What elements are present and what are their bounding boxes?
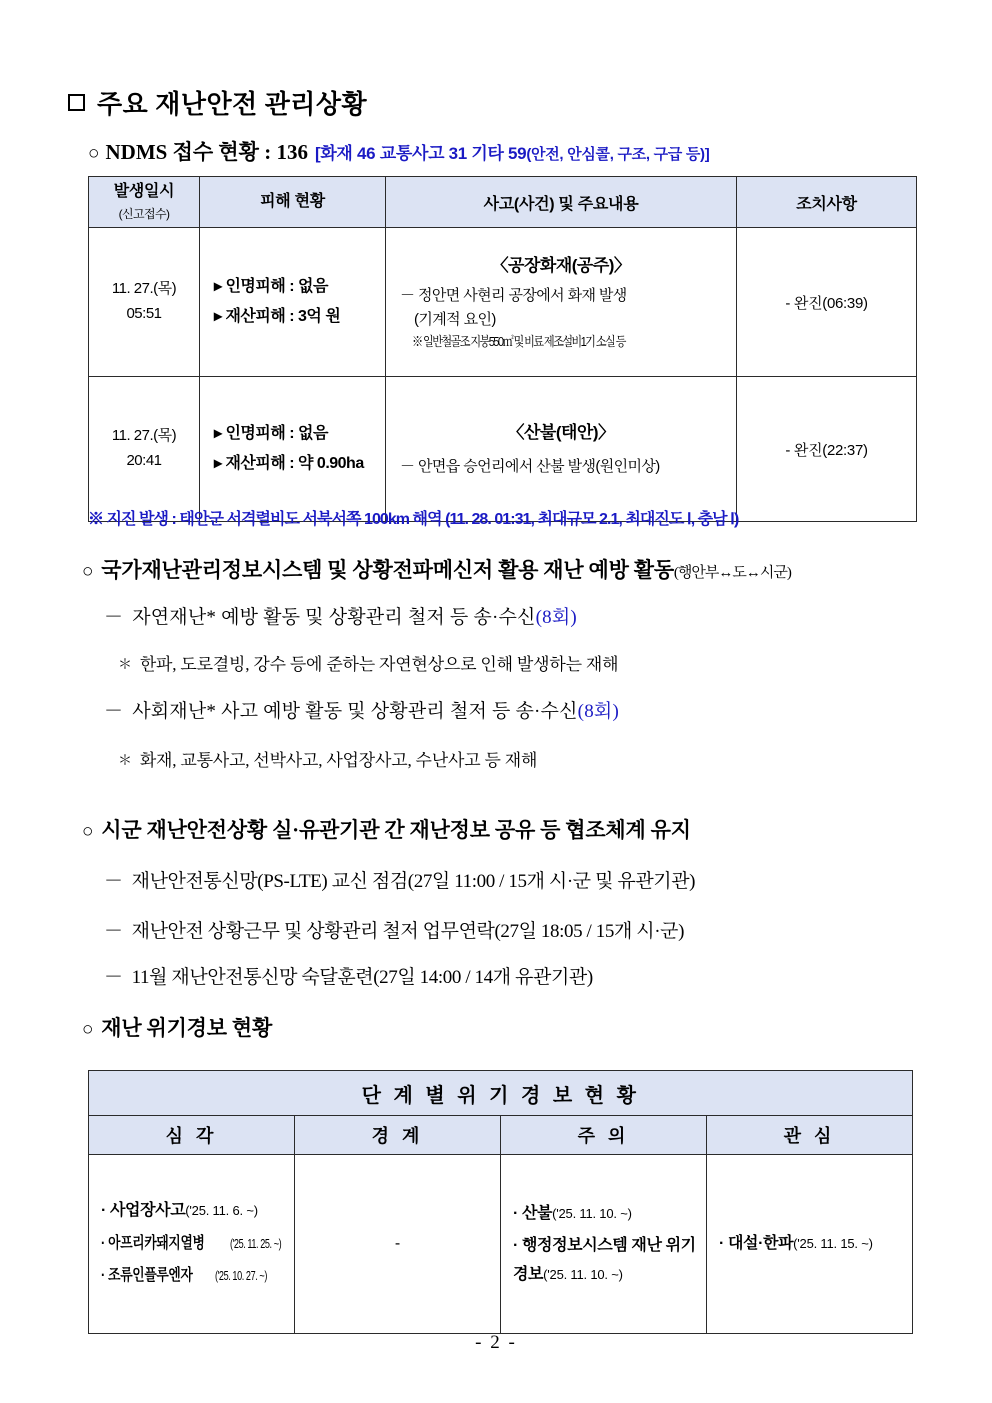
square-bullet-icon bbox=[68, 94, 85, 111]
incident-table bbox=[88, 176, 917, 522]
col-header-action: 조치사항 bbox=[737, 177, 917, 228]
list-item bbox=[101, 1195, 286, 1228]
cell-datetime bbox=[89, 377, 200, 522]
table-caption-row bbox=[89, 1071, 913, 1116]
col-header-warning: 경 계 bbox=[295, 1116, 501, 1155]
item-natural-disaster bbox=[104, 602, 577, 629]
section-heading-cooperation bbox=[82, 814, 691, 844]
incident-date: 11. 27.(목) bbox=[111, 427, 177, 445]
alert-name: · 아프리카돼지열병 bbox=[101, 1234, 205, 1252]
cell-description bbox=[386, 377, 737, 522]
alert-date: ('25. 10. 27. ~) bbox=[215, 1268, 268, 1284]
damage-property: ▸ 재산피해 : 약 0.90ha bbox=[214, 455, 364, 472]
section-title-paren: (행안부↔도↔시군) bbox=[673, 565, 791, 581]
severe-list bbox=[89, 1195, 294, 1293]
section-title-text: 시군 재난안전상황 실·유관기관 간 재난정보 공유 등 협조체계 유지 bbox=[101, 818, 691, 842]
table-row bbox=[89, 377, 917, 522]
damage-property: ▸ 재산피해 : 3억 원 bbox=[214, 308, 341, 325]
ndms-summary-line bbox=[88, 136, 709, 166]
col-header-description: 사고(사건) 및 주요내용 bbox=[386, 177, 737, 228]
col-header-damage: 피해 현황 bbox=[200, 177, 386, 228]
incident-detail-line-2: (기계적 요인) bbox=[414, 311, 496, 329]
item-social-disaster bbox=[104, 696, 619, 723]
circle-bullet-icon: ○ bbox=[82, 1019, 94, 1040]
cell-damage bbox=[200, 377, 386, 522]
section-title-text: 국가재난관리정보시스템 및 상황전파메신저 활용 재난 예방 활동 bbox=[101, 558, 674, 582]
col-header-caution: 주 의 bbox=[501, 1116, 707, 1155]
section-heading-disaster-prevention bbox=[82, 554, 791, 584]
alert-date: ('25. 11. 15. ~) bbox=[793, 1235, 873, 1251]
circle-bullet-icon: ○ bbox=[82, 561, 94, 582]
crisis-alert-table-header bbox=[89, 1071, 913, 1155]
alert-date: ('25. 11. 10. ~) bbox=[552, 1206, 632, 1221]
note-social-disaster-text: 화재, 교통사고, 선박사고, 사업장사고, 수난사고 등 재해 bbox=[139, 751, 538, 770]
list-item bbox=[513, 1198, 698, 1231]
dash-bullet-icon: － bbox=[104, 871, 123, 892]
incident-title: 〈공장화재(공주)〉 bbox=[491, 255, 631, 275]
incident-detail-line-1: － 안면읍 승언리에서 산불 발생(원인미상) bbox=[400, 458, 660, 476]
caution-list bbox=[501, 1198, 706, 1290]
ndms-breakdown-main: [화재 46 교통사고 31 기타 59 bbox=[314, 144, 527, 163]
incident-table-body bbox=[89, 228, 917, 522]
note-social-disaster bbox=[118, 746, 537, 771]
item-pslte-check bbox=[104, 866, 695, 893]
alert-date: ('25. 11. 6. ~) bbox=[185, 1202, 258, 1218]
crisis-alert-table-body bbox=[89, 1155, 913, 1334]
ndms-breakdown bbox=[315, 144, 709, 163]
ndms-label: NDMS 접수 현황 : 136 bbox=[105, 140, 308, 164]
page-title-text: 주요 재난안전 관리상황 bbox=[97, 90, 368, 119]
cell-warning: - bbox=[295, 1155, 501, 1334]
cell-attention bbox=[707, 1155, 913, 1334]
incident-time: 05:51 bbox=[126, 305, 162, 322]
cell-action: - 완진(22:37) bbox=[737, 377, 917, 522]
asterisk-icon: ＊ bbox=[118, 658, 132, 673]
col-header-datetime bbox=[89, 177, 200, 228]
attention-list bbox=[707, 1228, 912, 1261]
cell-damage bbox=[200, 228, 386, 377]
cell-action: - 완진(06:39) bbox=[737, 228, 917, 377]
item-natural-disaster-text: 자연재난* 예방 활동 및 상황관리 철저 등 송·수신 bbox=[132, 607, 536, 628]
crisis-alert-caption: 단 계 별 위 기 경 보 현 황 bbox=[89, 1071, 913, 1116]
item-social-disaster-text: 사회재난* 사고 예방 활동 및 상황관리 철저 등 송·수신 bbox=[132, 701, 578, 722]
section-title-text: 재난 위기경보 현황 bbox=[101, 1016, 273, 1040]
earthquake-note: ※ 지진 발생 : 태안군 서격렬비도 서북서쪽 100km 해역 (11. 28. 01:31, 최대규모 2.1, 최대진도 Ⅰ, 충남 Ⅰ) bbox=[88, 511, 739, 528]
alert-date: ('25. 11. 25. ~) bbox=[230, 1235, 282, 1251]
table-row bbox=[89, 228, 917, 377]
page-footer: - 2 - bbox=[475, 1332, 517, 1353]
ndms-breakdown-detail: (안전, 안심콜, 구조, 구급 등)] bbox=[526, 146, 710, 163]
page-title bbox=[68, 84, 367, 121]
list-item bbox=[719, 1228, 904, 1261]
incident-title: 〈산불(태안)〉 bbox=[507, 423, 615, 443]
item-natural-disaster-count: (8회) bbox=[535, 607, 577, 628]
cell-description bbox=[386, 228, 737, 377]
item-social-disaster-count: (8회) bbox=[577, 701, 619, 722]
note-natural-disaster-text: 한파, 도로결빙, 강수 등에 준하는 자연현상으로 인해 발생하는 재해 bbox=[139, 655, 619, 674]
incident-detail-line-1: － 정안면 사현리 공장에서 화재 발생 bbox=[400, 286, 627, 304]
dash-bullet-icon: － bbox=[104, 607, 124, 628]
item-situation-duty-text: 재난안전 상황근무 및 상황관리 철저 업무연락(27일 18:05 / 15개 시·군) bbox=[131, 921, 685, 942]
col-header-attention: 관 심 bbox=[707, 1116, 913, 1155]
incident-table-header bbox=[89, 177, 917, 228]
incident-time: 20:41 bbox=[126, 452, 162, 469]
col-header-datetime-text: 발생일시 bbox=[113, 183, 175, 201]
alert-date: ('25. 11. 10. ~) bbox=[543, 1267, 623, 1283]
cell-caution bbox=[501, 1155, 707, 1334]
alert-name: · 조류인플루엔자 bbox=[101, 1267, 193, 1285]
item-november-drill-text: 11월 재난안전통신망 숙달훈련(27일 14:00 / 14개 유관기관) bbox=[131, 967, 593, 988]
section-heading-crisis-alert bbox=[82, 1012, 272, 1042]
dash-bullet-icon: － bbox=[104, 701, 124, 722]
item-pslte-check-text: 재난안전통신망(PS-LTE) 교신 점검(27일 11:00 / 15개 시·군 및 유관기관) bbox=[131, 871, 696, 892]
crisis-alert-table bbox=[88, 1070, 913, 1334]
dash-bullet-icon: － bbox=[104, 921, 123, 942]
dash-bullet-icon: － bbox=[104, 967, 123, 988]
asterisk-icon: ＊ bbox=[118, 754, 132, 769]
damage-life: ▸ 인명피해 : 없음 bbox=[214, 424, 328, 442]
table-header-row bbox=[89, 1116, 913, 1155]
list-item bbox=[101, 1260, 286, 1293]
item-november-drill bbox=[104, 962, 593, 989]
alert-name: · 대설·한파 bbox=[719, 1234, 794, 1252]
note-natural-disaster bbox=[118, 650, 618, 675]
alert-name: · 행정정보시스템 재난 위기경보 bbox=[513, 1236, 696, 1284]
circle-bullet-icon: ○ bbox=[88, 143, 100, 164]
col-header-severe: 심 각 bbox=[89, 1116, 295, 1155]
damage-life: ▸ 인명피해 : 없음 bbox=[214, 277, 328, 295]
list-item bbox=[513, 1231, 698, 1290]
list-item bbox=[101, 1228, 286, 1261]
circle-bullet-icon: ○ bbox=[82, 821, 94, 842]
table-header-row bbox=[89, 177, 917, 228]
incident-detail-note: ※ 일반철골조 지붕550㎡ 및 비료 제조설비1기 소실 등 bbox=[412, 334, 625, 350]
col-header-datetime-sub: (신고접수) bbox=[118, 206, 170, 221]
item-situation-duty bbox=[104, 916, 684, 943]
cell-severe bbox=[89, 1155, 295, 1334]
alert-name: · 산불 bbox=[513, 1205, 553, 1222]
table-row bbox=[89, 1155, 913, 1334]
cell-datetime bbox=[89, 228, 200, 377]
incident-date: 11. 27.(목) bbox=[111, 280, 177, 298]
alert-name: · 사업장사고 bbox=[101, 1201, 186, 1219]
